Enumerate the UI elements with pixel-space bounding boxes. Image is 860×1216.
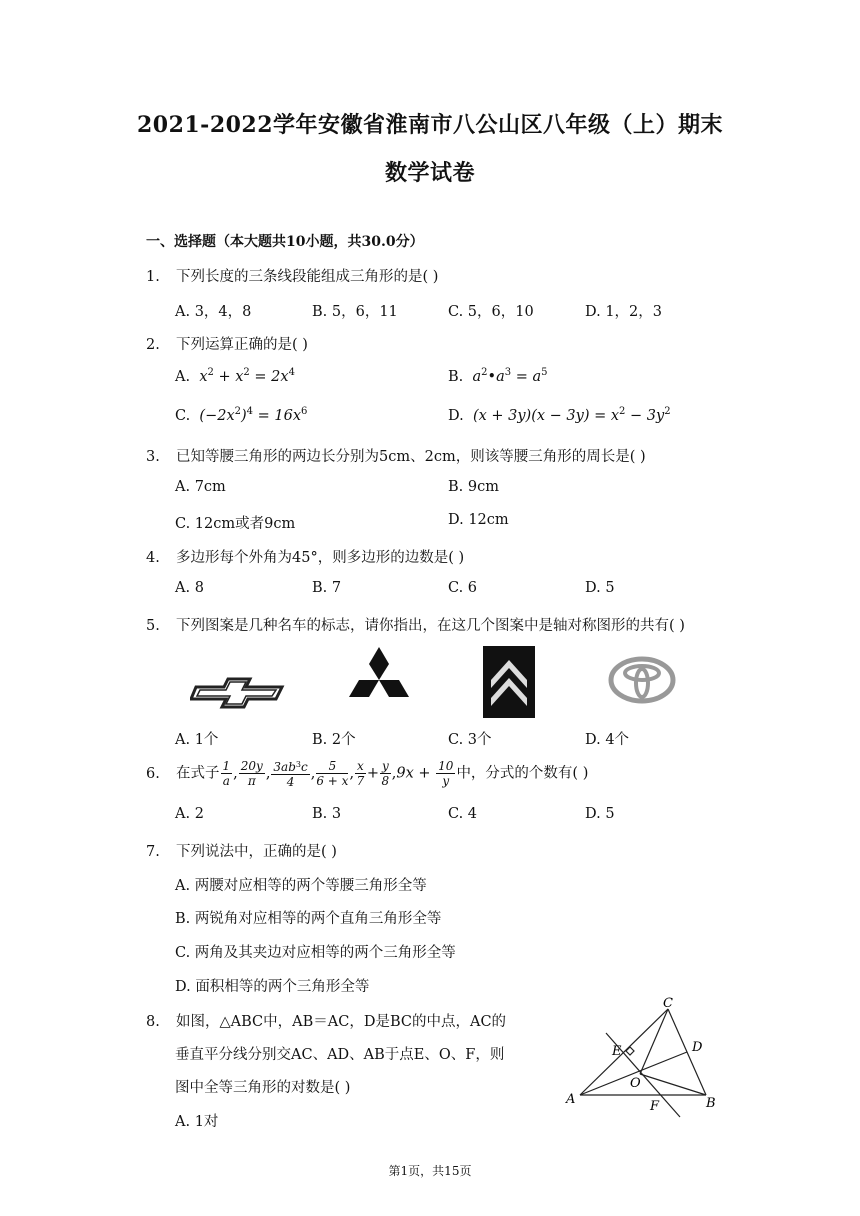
label-o: O — [630, 1076, 641, 1091]
question-5: 5. 下列图案是几种名车的标志，请你指出，在这几个图案中是轴对称图形的共有( ) — [146, 618, 685, 634]
question-4: 4. 多边形每个外角为45°，则多边形的边数是( ) — [146, 550, 465, 566]
q6-option-a: A. 2 — [175, 806, 204, 822]
q5-option-c: C. 3个 — [448, 732, 492, 748]
q3-option-c: C. 12cm或者9cm — [175, 516, 296, 532]
q8-option-a: A. 1对 — [175, 1114, 219, 1130]
q2-option-d: D. $(x + 3y)(x - 3y) = x^2 - 3y^2$ — [448, 406, 671, 424]
label-f: F — [650, 1099, 660, 1114]
q5-option-b: B. 2个 — [312, 732, 356, 748]
label-b: B — [706, 1096, 716, 1111]
q7-option-d: D. 面积相等的两个三角形全等 — [175, 979, 370, 995]
q1-option-a: A. 3，4，8 — [175, 304, 252, 320]
q1-option-c: C. 5，6，10 — [448, 304, 534, 320]
label-e: E — [612, 1044, 622, 1059]
question-1: 1. 下列长度的三条线段能组成三角形的是( ) — [146, 269, 439, 285]
q5-option-a: A. 1个 — [175, 732, 219, 748]
q6-option-c: C. 4 — [448, 806, 478, 822]
q2-option-b: B. $a^2•a^3 = a^5$ — [448, 367, 548, 385]
q6-option-b: B. 3 — [312, 806, 342, 822]
title-line-1: 2021-2022学年安徽省淮南市八公山区八年级（上）期末 — [136, 112, 724, 138]
q3-option-d: D. 12cm — [448, 512, 509, 528]
question-8-line-3: 图中全等三角形的对数是( ) — [175, 1080, 351, 1096]
q4-option-c: C. 6 — [448, 580, 478, 596]
mitsubishi-logo — [344, 646, 414, 708]
q3-option-b: B. 9cm — [448, 479, 499, 495]
question-7: 7. 下列说法中，正确的是( ) — [146, 844, 337, 860]
q1-option-d: D. 1，2，3 — [585, 304, 663, 320]
q2-option-c: C. $(-2x^2)^4 = 16x^6$ — [175, 406, 308, 424]
label-d: D — [692, 1040, 703, 1055]
chevrolet-logo — [190, 675, 288, 711]
toyota-logo — [608, 655, 676, 705]
q4-option-a: A. 8 — [175, 580, 204, 596]
q6-option-d: D. 5 — [585, 806, 615, 822]
q2-option-a: A. $x^2 + x^2 = 2x^4$ — [175, 367, 295, 385]
question-2: 2. 下列运算正确的是( ) — [146, 337, 308, 353]
label-a: A — [566, 1092, 576, 1107]
page-footer: 第1页，共15页 — [388, 1164, 472, 1178]
label-c: C — [663, 996, 673, 1011]
question-6: 6. 在式子 $\frac{1}{a}$ , $\frac{20y}{\pi}$ , $\frac{3ab^3c}{4}$ , $\frac{5}{6 + x}$ , $\frac{x}{7}$ + $\frac{y}{8}$ ,9x + $\frac{10}{y}$ 中，分式的个数有( ) — [146, 759, 589, 789]
q7-option-c: C. 两角及其夹边对应相等的两个三角形全等 — [175, 945, 456, 961]
question-8-line-1: 8. 如图，△ABC中，AB＝AC，D是BC的中点，AC的 — [146, 1014, 507, 1030]
citroen-logo — [483, 646, 535, 718]
section-heading: 一、选择题（本大题共10小题，共30.0分） — [146, 234, 424, 250]
q3-option-a: A. 7cm — [175, 479, 226, 495]
q1-option-b: B. 5，6，11 — [312, 304, 398, 320]
q4-option-d: D. 5 — [585, 580, 615, 596]
triangle-figure — [560, 995, 730, 1120]
question-3: 3. 已知等腰三角形的两边长分别为5cm、2cm，则该等腰三角形的周长是( ) — [146, 449, 646, 465]
q7-option-a: A. 两腰对应相等的两个等腰三角形全等 — [175, 878, 427, 894]
question-8-line-2: 垂直平分线分别交AC、AD、AB于点E、O、F，则 — [175, 1047, 505, 1063]
title-line-2: 数学试卷 — [384, 160, 475, 186]
q4-option-b: B. 7 — [312, 580, 342, 596]
q5-option-d: D. 4个 — [585, 732, 630, 748]
q7-option-b: B. 两锐角对应相等的两个直角三角形全等 — [175, 911, 442, 927]
